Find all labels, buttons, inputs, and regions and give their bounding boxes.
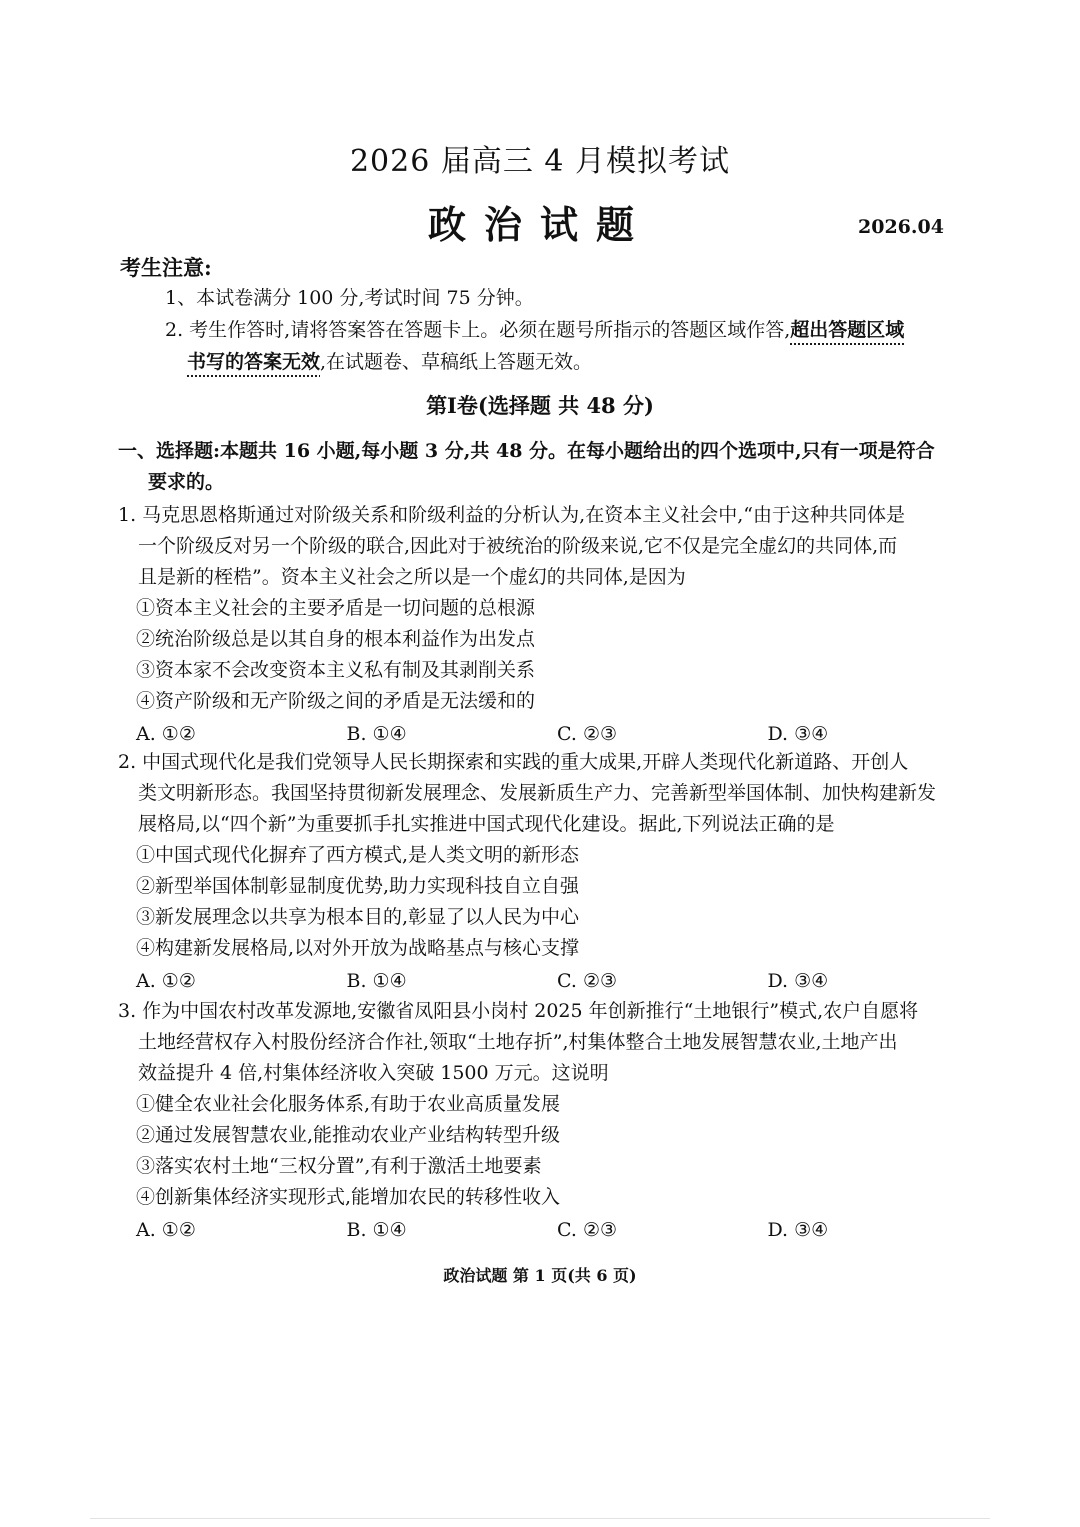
page-footer: 政治试题 第 1 页(共 6 页) [443,1266,637,1285]
answer-choices [118,719,978,750]
statement-4: ④资产阶级和无产阶级之间的矛盾是无法缓和的 [136,690,536,712]
choice-a: A. ①② [136,1219,196,1241]
choice-b: B. ①④ [346,1219,407,1241]
notice-item-2 [165,314,975,378]
notice-item-2-continuation [165,346,975,378]
statement-1: ①健全农业社会化服务体系,有助于农业高质量发展 [136,1093,561,1115]
question-stem-line: 类文明新形态。我国坚持贯彻新发展理念、发展新质生产力、完善新型举国体制、加快构建新发 [138,782,937,804]
question-stem-line: 且是新的桎梏”。资本主义社会之所以是一个虚幻的共同体,是因为 [138,566,686,588]
question-stem-line: 土地经营权存入村股份经济合作社,领取“土地存折”,村集体整合土地发展智慧农业,土地产出 [138,1031,898,1053]
section-heading: 第Ⅰ卷(选择题 共 48 分) [426,393,654,418]
exam-title: 2026 届高三 4 月模拟考试 [349,144,731,179]
part-intro-line-2: 要求的。 [148,471,225,493]
statement-4: ④创新集体经济实现形式,能增加农民的转移性收入 [136,1186,561,1208]
choice-d: D. ③④ [767,970,829,992]
bottom-divider [90,1518,990,1519]
notice-item-2-text: 2. 考生作答时,请将答案答在答题卡上。必须在题号所指示的答题区域作答, [165,319,791,341]
notice-item-1: 1、本试卷满分 100 分,考试时间 75 分钟。 [165,287,534,309]
statement-3: ③新发展理念以共享为根本目的,彰显了以人民为中心 [136,906,580,928]
question-1 [118,500,978,750]
question-stem-line: 一个阶级反对另一个阶级的联合,因此对于被统治的阶级来说,它不仅是完全虚幻的共同体,而 [138,535,898,557]
exam-date: 2026.04 [858,216,944,238]
statement-2: ②新型举国体制彰显制度优势,助力实现科技自立自强 [136,875,580,897]
statement-2: ②通过发展智慧农业,能推动农业产业结构转型升级 [136,1124,561,1146]
notice-emphasis-2: 书写的答案无效 [187,351,321,373]
choice-a: A. ①② [136,970,196,992]
statement-3: ③资本家不会改变资本主义私有制及其剥削关系 [136,659,536,681]
notice-item-2-tail: ,在试题卷、草稿纸上答题无效。 [320,351,593,373]
question-stem-line: 展格局,以“四个新”为重要抓手扎实推进中国式现代化建设。据此,下列说法正确的是 [138,813,835,835]
statement-2: ②统治阶级总是以其自身的根本利益作为出发点 [136,628,536,650]
statement-3: ③落实农村土地“三权分置”,有利于激活土地要素 [136,1155,542,1177]
question-stem-line: 3. 作为中国农村改革发源地,安徽省凤阳县小岗村 2025 年创新推行“土地银行”模式,农户自愿将 [118,1000,919,1022]
choice-c: C. ②③ [557,723,618,745]
choice-d: D. ③④ [767,723,829,745]
answer-choices [118,966,978,997]
question-stem-line: 效益提升 4 倍,村集体经济收入突破 1500 万元。这说明 [138,1062,609,1084]
question-3 [118,996,978,1246]
choice-b: B. ①④ [346,723,407,745]
choice-d: D. ③④ [767,1219,829,1241]
part-intro-line-1: 一、选择题:本题共 16 小题,每小题 3 分,共 48 分。在每小题给出的四个选项中,只有一项是符合 [118,440,935,462]
part-intro [118,436,978,498]
choice-c: C. ②③ [557,1219,618,1241]
choice-c: C. ②③ [557,970,618,992]
subject-title: 政治试题 [427,202,652,247]
statement-1: ①资本主义社会的主要矛盾是一切问题的总根源 [136,597,536,619]
notice-emphasis-1: 超出答题区域 [790,319,905,341]
answer-choices [118,1215,978,1246]
statement-1: ①中国式现代化摒弃了西方模式,是人类文明的新形态 [136,844,580,866]
statement-4: ④构建新发展格局,以对外开放为战略基点与核心支撑 [136,937,580,959]
notice-heading: 考生注意: [120,255,212,280]
question-stem-line: 1. 马克思恩格斯通过对阶级关系和阶级利益的分析认为,在资本主义社会中,“由于这种共同体是 [118,504,905,526]
question-stem-line: 2. 中国式现代化是我们党领导人民长期探索和实践的重大成果,开辟人类现代化新道路、开创人 [118,751,909,773]
choice-b: B. ①④ [346,970,407,992]
choice-a: A. ①② [136,723,196,745]
question-2 [118,747,978,997]
